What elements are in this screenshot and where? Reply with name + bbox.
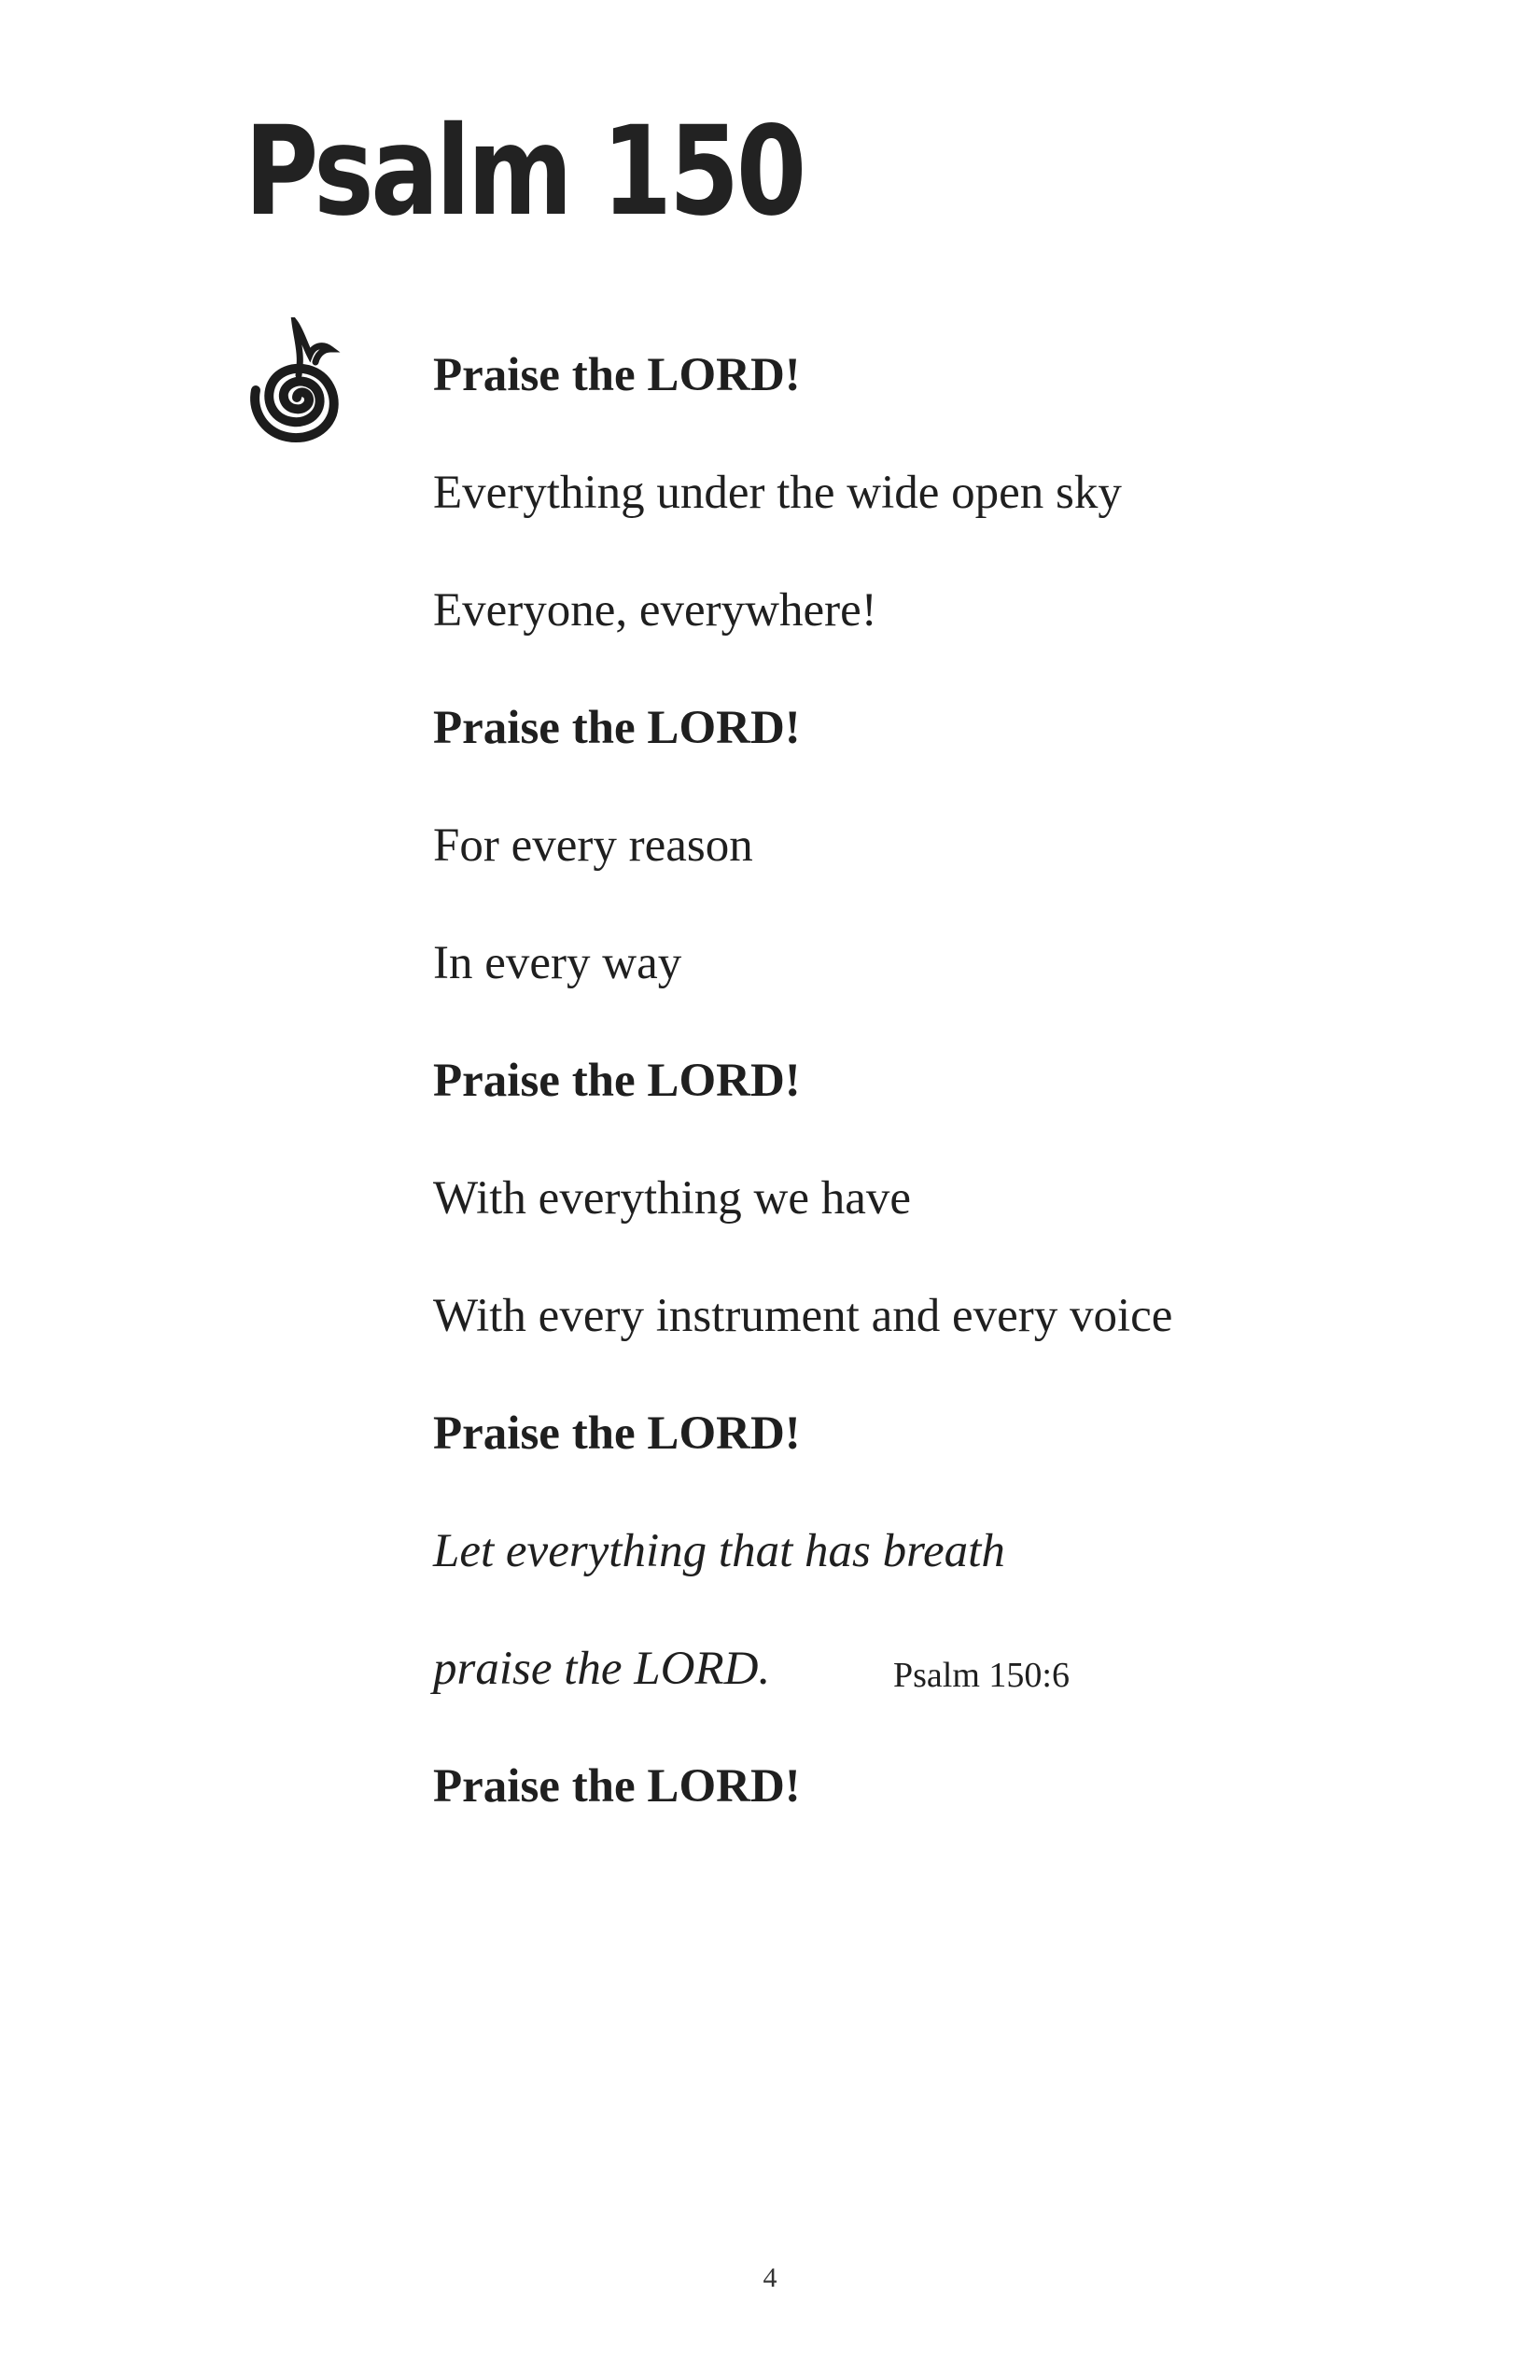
scripture-citation: Psalm 150:6 xyxy=(893,1656,1070,1695)
verse-line: With everything we have xyxy=(433,1172,912,1225)
verse-line: Let everything that has breath xyxy=(433,1525,1005,1577)
verse-line: Praise the LORD! xyxy=(433,1760,801,1813)
verse-line: For every reason xyxy=(433,819,753,872)
verse-line: Praise the LORD! xyxy=(433,349,801,401)
verse-line: praise the LORD. xyxy=(433,1643,771,1695)
verse-line: Everyone, everywhere! xyxy=(433,584,877,637)
verse-line: Praise the LORD! xyxy=(433,1407,801,1460)
page-number: 4 xyxy=(763,2262,777,2293)
verse-line: Everything under the wide open sky xyxy=(433,467,1122,519)
verse-line: Praise the LORD! xyxy=(433,702,801,754)
spiral-swirl-icon xyxy=(245,317,349,448)
verse-line: Praise the LORD! xyxy=(433,1055,801,1107)
page-title: Psalm 150 xyxy=(245,100,804,244)
verse-line: With every instrument and every voice xyxy=(433,1290,1173,1342)
verse-line: In every way xyxy=(433,937,682,989)
